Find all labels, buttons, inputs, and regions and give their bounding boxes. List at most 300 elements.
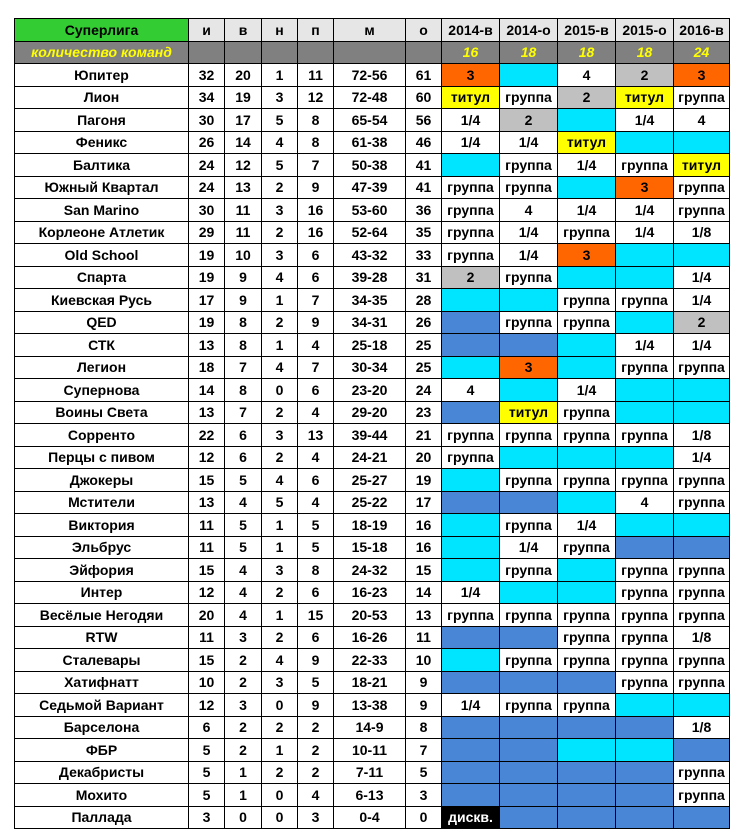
wins-cell: 7 (225, 356, 262, 379)
team-count-value: 18 (558, 41, 616, 64)
blank-cell (406, 41, 442, 64)
table-row (15, 491, 730, 514)
season-result-cell (558, 446, 616, 469)
wins-cell: 4 (225, 559, 262, 582)
table-body (15, 64, 730, 829)
points-cell: 16 (406, 536, 442, 559)
games-cell: 11 (189, 626, 225, 649)
wins-cell: 17 (225, 109, 262, 132)
season-result-cell (442, 649, 500, 672)
season-result-cell: группа (558, 221, 616, 244)
table-row (15, 221, 730, 244)
goals-cell: 18-19 (334, 514, 406, 537)
season-result-cell: группа (616, 581, 674, 604)
season-result-cell: группа (616, 604, 674, 627)
season-result-cell (442, 514, 500, 537)
losses-cell: 2 (298, 761, 334, 784)
points-cell: 41 (406, 176, 442, 199)
season-result-cell (442, 311, 500, 334)
wins-cell: 2 (225, 716, 262, 739)
season-result-cell (616, 379, 674, 402)
losses-cell: 5 (298, 536, 334, 559)
season-result-cell: группа (674, 649, 730, 672)
season-result-cell: 1/4 (616, 109, 674, 132)
points-cell: 60 (406, 86, 442, 109)
header-cell-season: 2015-о (616, 19, 674, 42)
table-row (15, 64, 730, 87)
draws-cell: 2 (262, 401, 298, 424)
goals-cell: 25-27 (334, 469, 406, 492)
season-result-cell: титул (442, 86, 500, 109)
season-result-cell (616, 446, 674, 469)
wins-cell: 8 (225, 379, 262, 402)
points-cell: 56 (406, 109, 442, 132)
blank-cell (189, 41, 225, 64)
points-cell: 9 (406, 671, 442, 694)
table-row (15, 649, 730, 672)
season-result-cell: группа (616, 154, 674, 177)
wins-cell: 4 (225, 581, 262, 604)
draws-cell: 0 (262, 694, 298, 717)
season-result-cell (558, 176, 616, 199)
draws-cell: 5 (262, 491, 298, 514)
goals-cell: 16-26 (334, 626, 406, 649)
season-result-cell: 1/4 (442, 109, 500, 132)
goals-cell: 22-33 (334, 649, 406, 672)
season-result-cell: группа (674, 604, 730, 627)
goals-cell: 34-35 (334, 289, 406, 312)
season-result-cell (558, 739, 616, 762)
games-cell: 17 (189, 289, 225, 312)
table-row (15, 739, 730, 762)
draws-cell: 2 (262, 626, 298, 649)
goals-cell: 29-20 (334, 401, 406, 424)
draws-cell: 0 (262, 379, 298, 402)
games-cell: 22 (189, 424, 225, 447)
points-cell: 13 (406, 604, 442, 627)
draws-cell: 3 (262, 671, 298, 694)
losses-cell: 9 (298, 176, 334, 199)
draws-cell: 5 (262, 154, 298, 177)
points-cell: 15 (406, 559, 442, 582)
points-cell: 28 (406, 289, 442, 312)
season-result-cell: группа (500, 154, 558, 177)
team-name-cell: Интер (15, 581, 189, 604)
season-result-cell: группа (558, 604, 616, 627)
season-result-cell: 1/8 (674, 424, 730, 447)
season-result-cell: группа (558, 536, 616, 559)
draws-cell: 3 (262, 199, 298, 222)
season-result-cell: 1/8 (674, 716, 730, 739)
games-cell: 20 (189, 604, 225, 627)
goals-cell: 43-32 (334, 244, 406, 267)
wins-cell: 20 (225, 64, 262, 87)
games-cell: 15 (189, 559, 225, 582)
table-row (15, 311, 730, 334)
table-row (15, 266, 730, 289)
wins-cell: 8 (225, 334, 262, 357)
season-result-cell: группа (674, 784, 730, 807)
losses-cell: 8 (298, 109, 334, 132)
season-result-cell (616, 716, 674, 739)
table-row (15, 806, 730, 829)
wins-cell: 6 (225, 446, 262, 469)
points-cell: 9 (406, 694, 442, 717)
blank-cell (334, 41, 406, 64)
season-result-cell (500, 379, 558, 402)
points-cell: 26 (406, 311, 442, 334)
losses-cell: 12 (298, 86, 334, 109)
table-row (15, 446, 730, 469)
games-cell: 14 (189, 379, 225, 402)
team-name-cell: Мохито (15, 784, 189, 807)
season-result-cell: 3 (674, 64, 730, 87)
points-cell: 31 (406, 266, 442, 289)
header-cell-season: 2015-в (558, 19, 616, 42)
draws-cell: 1 (262, 514, 298, 537)
blank-cell (262, 41, 298, 64)
season-result-cell (442, 154, 500, 177)
losses-cell: 11 (298, 64, 334, 87)
table-row (15, 559, 730, 582)
season-result-cell: 1/4 (616, 199, 674, 222)
season-result-cell: 1/4 (558, 514, 616, 537)
season-result-cell (500, 806, 558, 829)
season-result-cell (616, 739, 674, 762)
points-cell: 17 (406, 491, 442, 514)
header-cell-season: 2016-в (674, 19, 730, 42)
draws-cell: 4 (262, 266, 298, 289)
season-result-cell: 4 (674, 109, 730, 132)
season-result-cell: 1/4 (674, 289, 730, 312)
wins-cell: 4 (225, 491, 262, 514)
games-cell: 30 (189, 109, 225, 132)
points-cell: 19 (406, 469, 442, 492)
season-result-cell: группа (442, 604, 500, 627)
wins-cell: 5 (225, 514, 262, 537)
header-cell-league: Суперлига (15, 19, 189, 42)
table-row (15, 154, 730, 177)
losses-cell: 13 (298, 424, 334, 447)
season-result-cell: группа (500, 514, 558, 537)
table-row (15, 244, 730, 267)
season-result-cell: 3 (500, 356, 558, 379)
season-result-cell: 1/4 (674, 334, 730, 357)
season-result-cell (500, 581, 558, 604)
table-row (15, 761, 730, 784)
losses-cell: 5 (298, 514, 334, 537)
season-result-cell (674, 806, 730, 829)
season-result-cell (442, 469, 500, 492)
season-result-cell: группа (558, 401, 616, 424)
goals-cell: 13-38 (334, 694, 406, 717)
games-cell: 11 (189, 536, 225, 559)
losses-cell: 15 (298, 604, 334, 627)
wins-cell: 9 (225, 289, 262, 312)
season-result-cell: группа (442, 176, 500, 199)
season-result-cell (558, 491, 616, 514)
season-result-cell (558, 671, 616, 694)
draws-cell: 4 (262, 469, 298, 492)
games-cell: 10 (189, 671, 225, 694)
games-cell: 18 (189, 356, 225, 379)
draws-cell: 1 (262, 604, 298, 627)
season-result-cell: 1/4 (616, 334, 674, 357)
season-result-cell: 2 (558, 86, 616, 109)
season-result-cell: 3 (558, 244, 616, 267)
team-name-cell: Юпитер (15, 64, 189, 87)
losses-cell: 9 (298, 311, 334, 334)
goals-cell: 53-60 (334, 199, 406, 222)
season-result-cell (558, 356, 616, 379)
points-cell: 36 (406, 199, 442, 222)
draws-cell: 2 (262, 176, 298, 199)
team-name-cell: Легион (15, 356, 189, 379)
wins-cell: 12 (225, 154, 262, 177)
header-cell-wins: в (225, 19, 262, 42)
goals-cell: 65-54 (334, 109, 406, 132)
losses-cell: 4 (298, 446, 334, 469)
draws-cell: 1 (262, 739, 298, 762)
losses-cell: 2 (298, 739, 334, 762)
goals-cell: 39-44 (334, 424, 406, 447)
team-name-cell: Паллада (15, 806, 189, 829)
season-result-cell: 1/4 (500, 221, 558, 244)
games-cell: 32 (189, 64, 225, 87)
season-result-cell: 1/4 (558, 154, 616, 177)
points-cell: 46 (406, 131, 442, 154)
season-result-cell (442, 401, 500, 424)
wins-cell: 11 (225, 221, 262, 244)
season-result-cell: группа (674, 581, 730, 604)
games-cell: 19 (189, 244, 225, 267)
header-cell-season: 2014-в (442, 19, 500, 42)
table-row (15, 626, 730, 649)
goals-cell: 72-48 (334, 86, 406, 109)
draws-cell: 1 (262, 334, 298, 357)
team-name-cell: Джокеры (15, 469, 189, 492)
season-result-cell (674, 514, 730, 537)
season-result-cell: 2 (442, 266, 500, 289)
season-result-cell: титул (674, 154, 730, 177)
season-result-cell: группа (442, 244, 500, 267)
games-cell: 26 (189, 131, 225, 154)
goals-cell: 39-28 (334, 266, 406, 289)
team-count-value: 16 (442, 41, 500, 64)
team-name-cell: Виктория (15, 514, 189, 537)
wins-cell: 3 (225, 626, 262, 649)
season-result-cell: 1/4 (442, 694, 500, 717)
table-row (15, 514, 730, 537)
season-result-cell: группа (500, 86, 558, 109)
season-result-cell (674, 131, 730, 154)
team-name-cell: Феникс (15, 131, 189, 154)
team-count-label: количество команд (15, 41, 189, 64)
goals-cell: 25-22 (334, 491, 406, 514)
goals-cell: 50-38 (334, 154, 406, 177)
games-cell: 12 (189, 694, 225, 717)
season-result-cell (674, 536, 730, 559)
season-result-cell: группа (616, 469, 674, 492)
goals-cell: 52-64 (334, 221, 406, 244)
losses-cell: 9 (298, 649, 334, 672)
table-row (15, 401, 730, 424)
season-result-cell (616, 131, 674, 154)
losses-cell: 7 (298, 356, 334, 379)
goals-cell: 7-11 (334, 761, 406, 784)
season-result-cell: группа (674, 671, 730, 694)
team-count-value: 18 (616, 41, 674, 64)
season-result-cell (442, 671, 500, 694)
table-row (15, 694, 730, 717)
team-name-cell: Лион (15, 86, 189, 109)
season-result-cell: группа (674, 469, 730, 492)
points-cell: 7 (406, 739, 442, 762)
season-result-cell (558, 784, 616, 807)
table-row (15, 469, 730, 492)
season-result-cell (500, 716, 558, 739)
season-result-cell: группа (674, 491, 730, 514)
season-result-cell: 1/4 (558, 379, 616, 402)
season-result-cell: группа (674, 559, 730, 582)
header-cell-season: 2014-о (500, 19, 558, 42)
draws-cell: 2 (262, 311, 298, 334)
season-result-cell: группа (500, 266, 558, 289)
season-result-cell: группа (674, 86, 730, 109)
points-cell: 16 (406, 514, 442, 537)
wins-cell: 14 (225, 131, 262, 154)
losses-cell: 6 (298, 626, 334, 649)
team-count-value: 18 (500, 41, 558, 64)
games-cell: 5 (189, 784, 225, 807)
wins-cell: 1 (225, 784, 262, 807)
draws-cell: 1 (262, 536, 298, 559)
draws-cell: 4 (262, 131, 298, 154)
draws-cell: 2 (262, 446, 298, 469)
points-cell: 61 (406, 64, 442, 87)
season-result-cell (674, 244, 730, 267)
losses-cell: 16 (298, 221, 334, 244)
wins-cell: 8 (225, 311, 262, 334)
team-name-cell: Весёлые Негодяи (15, 604, 189, 627)
season-result-cell (500, 739, 558, 762)
team-name-cell: Супернова (15, 379, 189, 402)
wins-cell: 5 (225, 536, 262, 559)
draws-cell: 0 (262, 784, 298, 807)
losses-cell: 8 (298, 559, 334, 582)
goals-cell: 6-13 (334, 784, 406, 807)
season-result-cell: группа (674, 761, 730, 784)
season-result-cell: 3 (442, 64, 500, 87)
draws-cell: 4 (262, 356, 298, 379)
team-name-cell: Эльбрус (15, 536, 189, 559)
table-row (15, 176, 730, 199)
goals-cell: 61-38 (334, 131, 406, 154)
season-result-cell (500, 491, 558, 514)
season-result-cell (674, 379, 730, 402)
season-result-cell: 2 (616, 64, 674, 87)
season-result-cell (500, 289, 558, 312)
games-cell: 6 (189, 716, 225, 739)
team-name-cell: Воины Света (15, 401, 189, 424)
team-name-cell: RTW (15, 626, 189, 649)
team-name-cell: Спарта (15, 266, 189, 289)
season-result-cell: 1/4 (442, 131, 500, 154)
team-name-cell: Балтика (15, 154, 189, 177)
losses-cell: 5 (298, 671, 334, 694)
losses-cell: 4 (298, 334, 334, 357)
table-row (15, 379, 730, 402)
goals-cell: 20-53 (334, 604, 406, 627)
team-name-cell: Мстители (15, 491, 189, 514)
blank-cell (225, 41, 262, 64)
season-result-cell: группа (616, 559, 674, 582)
games-cell: 12 (189, 446, 225, 469)
table-row (15, 784, 730, 807)
season-result-cell (442, 739, 500, 762)
draws-cell: 2 (262, 761, 298, 784)
points-cell: 41 (406, 154, 442, 177)
points-cell: 11 (406, 626, 442, 649)
goals-cell: 0-4 (334, 806, 406, 829)
wins-cell: 10 (225, 244, 262, 267)
team-name-cell: San Marino (15, 199, 189, 222)
season-result-cell (442, 356, 500, 379)
losses-cell: 4 (298, 491, 334, 514)
team-name-cell: ФБР (15, 739, 189, 762)
draws-cell: 3 (262, 244, 298, 267)
season-result-cell (558, 761, 616, 784)
table-row (15, 671, 730, 694)
season-result-cell (674, 401, 730, 424)
games-cell: 15 (189, 649, 225, 672)
goals-cell: 30-34 (334, 356, 406, 379)
season-result-cell (616, 266, 674, 289)
season-result-cell: 1/4 (442, 581, 500, 604)
season-result-cell: группа (500, 176, 558, 199)
points-cell: 25 (406, 334, 442, 357)
season-result-cell (616, 784, 674, 807)
season-result-cell: группа (442, 424, 500, 447)
table-row (15, 581, 730, 604)
draws-cell: 4 (262, 649, 298, 672)
wins-cell: 2 (225, 649, 262, 672)
season-result-cell (442, 626, 500, 649)
season-result-cell (674, 739, 730, 762)
points-cell: 14 (406, 581, 442, 604)
wins-cell: 9 (225, 266, 262, 289)
season-result-cell (558, 806, 616, 829)
season-result-cell: группа (500, 694, 558, 717)
season-result-cell: группа (500, 311, 558, 334)
games-cell: 5 (189, 761, 225, 784)
season-result-cell: группа (616, 671, 674, 694)
season-result-cell: 1/4 (674, 266, 730, 289)
season-result-cell: 1/4 (500, 536, 558, 559)
header-row (15, 19, 730, 42)
season-result-cell (442, 334, 500, 357)
season-result-cell: 4 (442, 379, 500, 402)
goals-cell: 34-31 (334, 311, 406, 334)
points-cell: 23 (406, 401, 442, 424)
season-result-cell (674, 694, 730, 717)
season-result-cell: группа (558, 424, 616, 447)
season-result-cell: группа (674, 199, 730, 222)
games-cell: 13 (189, 401, 225, 424)
wins-cell: 13 (225, 176, 262, 199)
season-result-cell (500, 446, 558, 469)
season-result-cell: 1/4 (500, 131, 558, 154)
